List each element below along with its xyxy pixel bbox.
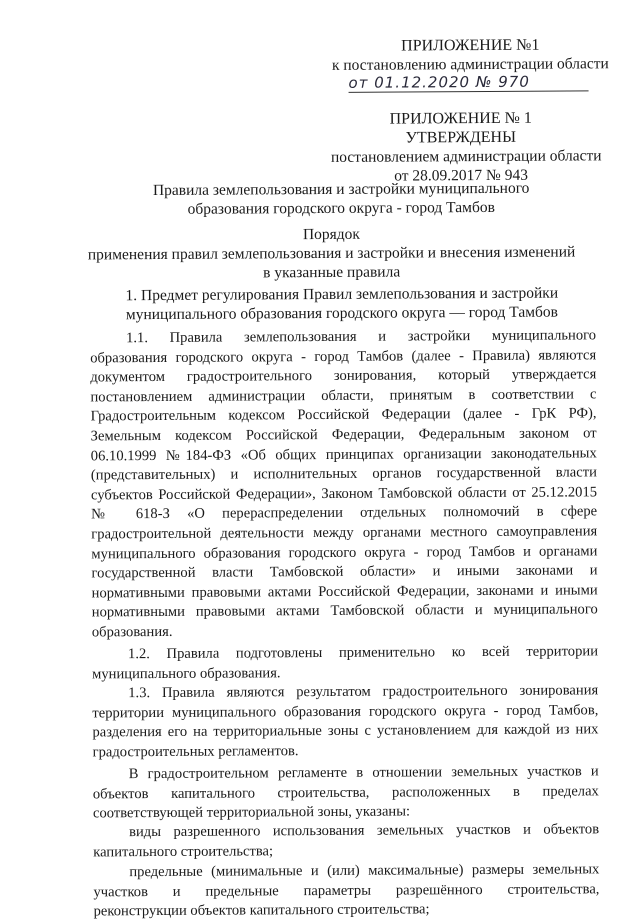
approved-by: постановлением администрации области bbox=[330, 147, 602, 166]
paragraph-limit-sizes: предельные (минимальные и (или) максимальные) размеры земельных участков и предельные параметры разрешённого строительства, реконструкции объектов капитального строительства; bbox=[93, 861, 600, 920]
annex2-block bbox=[330, 108, 602, 186]
annex1-block bbox=[300, 35, 640, 75]
approved-label: УТВЕРЖДЕНЫ bbox=[405, 128, 517, 147]
section-1-title: 1. Предмет регулирования Правил землепользования и застройки муниципального образования городского округа — город Тамбов bbox=[125, 284, 559, 324]
rules-title: Правила землепользования и застройки муниципального образования городского округа - город Тамбов bbox=[152, 179, 530, 218]
annex1-subtitle: к постановлению администрации области bbox=[331, 55, 609, 74]
paragraph-1-2: 1.2. Правила подготовлены применительно ко всей территории муниципального образования. bbox=[92, 643, 599, 682]
annex2-title: ПРИЛОЖЕНИЕ № 1 bbox=[389, 109, 532, 128]
order-title: Порядок применения правил землепользования и застройки и внесения изменений в указанные правила bbox=[87, 225, 576, 282]
paragraph-regulation: В градостроительном регламенте в отношении земельных участков и объектов капитального строительства, расположенных в пределах соответствующей территориальной зоны, указаны: bbox=[92, 763, 599, 822]
paragraph-1-3: 1.3. Правила являются результатом градостроительного зонирования территории муниципального образования городского округа - город Тамбов, разделения его на территориальные зоны с установлением для каждой из них градостроительных регламентов. bbox=[92, 682, 599, 761]
approved-date: от 28.09.2017 № 943 bbox=[394, 166, 528, 185]
annex1-title: ПРИЛОЖЕНИЕ №1 bbox=[401, 36, 540, 55]
handwritten-date-number: от 01.12.2020 № 970 bbox=[348, 72, 588, 92]
paragraph-1-1: 1.1. Правила землепользования и застройки муниципального образования городского округа - город Тамбов (далее - Правила) являются документом градостроительного зонирования, который утверждается постановлением администрации области, принятым в соответствии с Градостроительным кодексом Российской Федерации (далее - ГрК РФ), Земельным кодексом Российской Федерации, Федеральным законом от 06.10.1999 №184-ФЗ «Об общих принципах организации законодательных (представительных) и исполнительных органов государственной власти субъектов Российской Федерации», Законом Тамбовской области от 25.12.2015 № 618-З «О перераспределении отдельных полномочий в сфере градостроительной деятельности между органами местного самоуправления муниципального образования городского округа - город Тамбов и органами государственной власти Тамбовской области» и иными законами и нормативными правовыми актами Российской Федерации, законами и иными нормативными правовыми актами Тамбовской области и муниципального образования. bbox=[90, 327, 598, 641]
paragraph-permitted-use-types: виды разрешенного использования земельных участков и объектов капитального строительства; bbox=[93, 821, 600, 860]
